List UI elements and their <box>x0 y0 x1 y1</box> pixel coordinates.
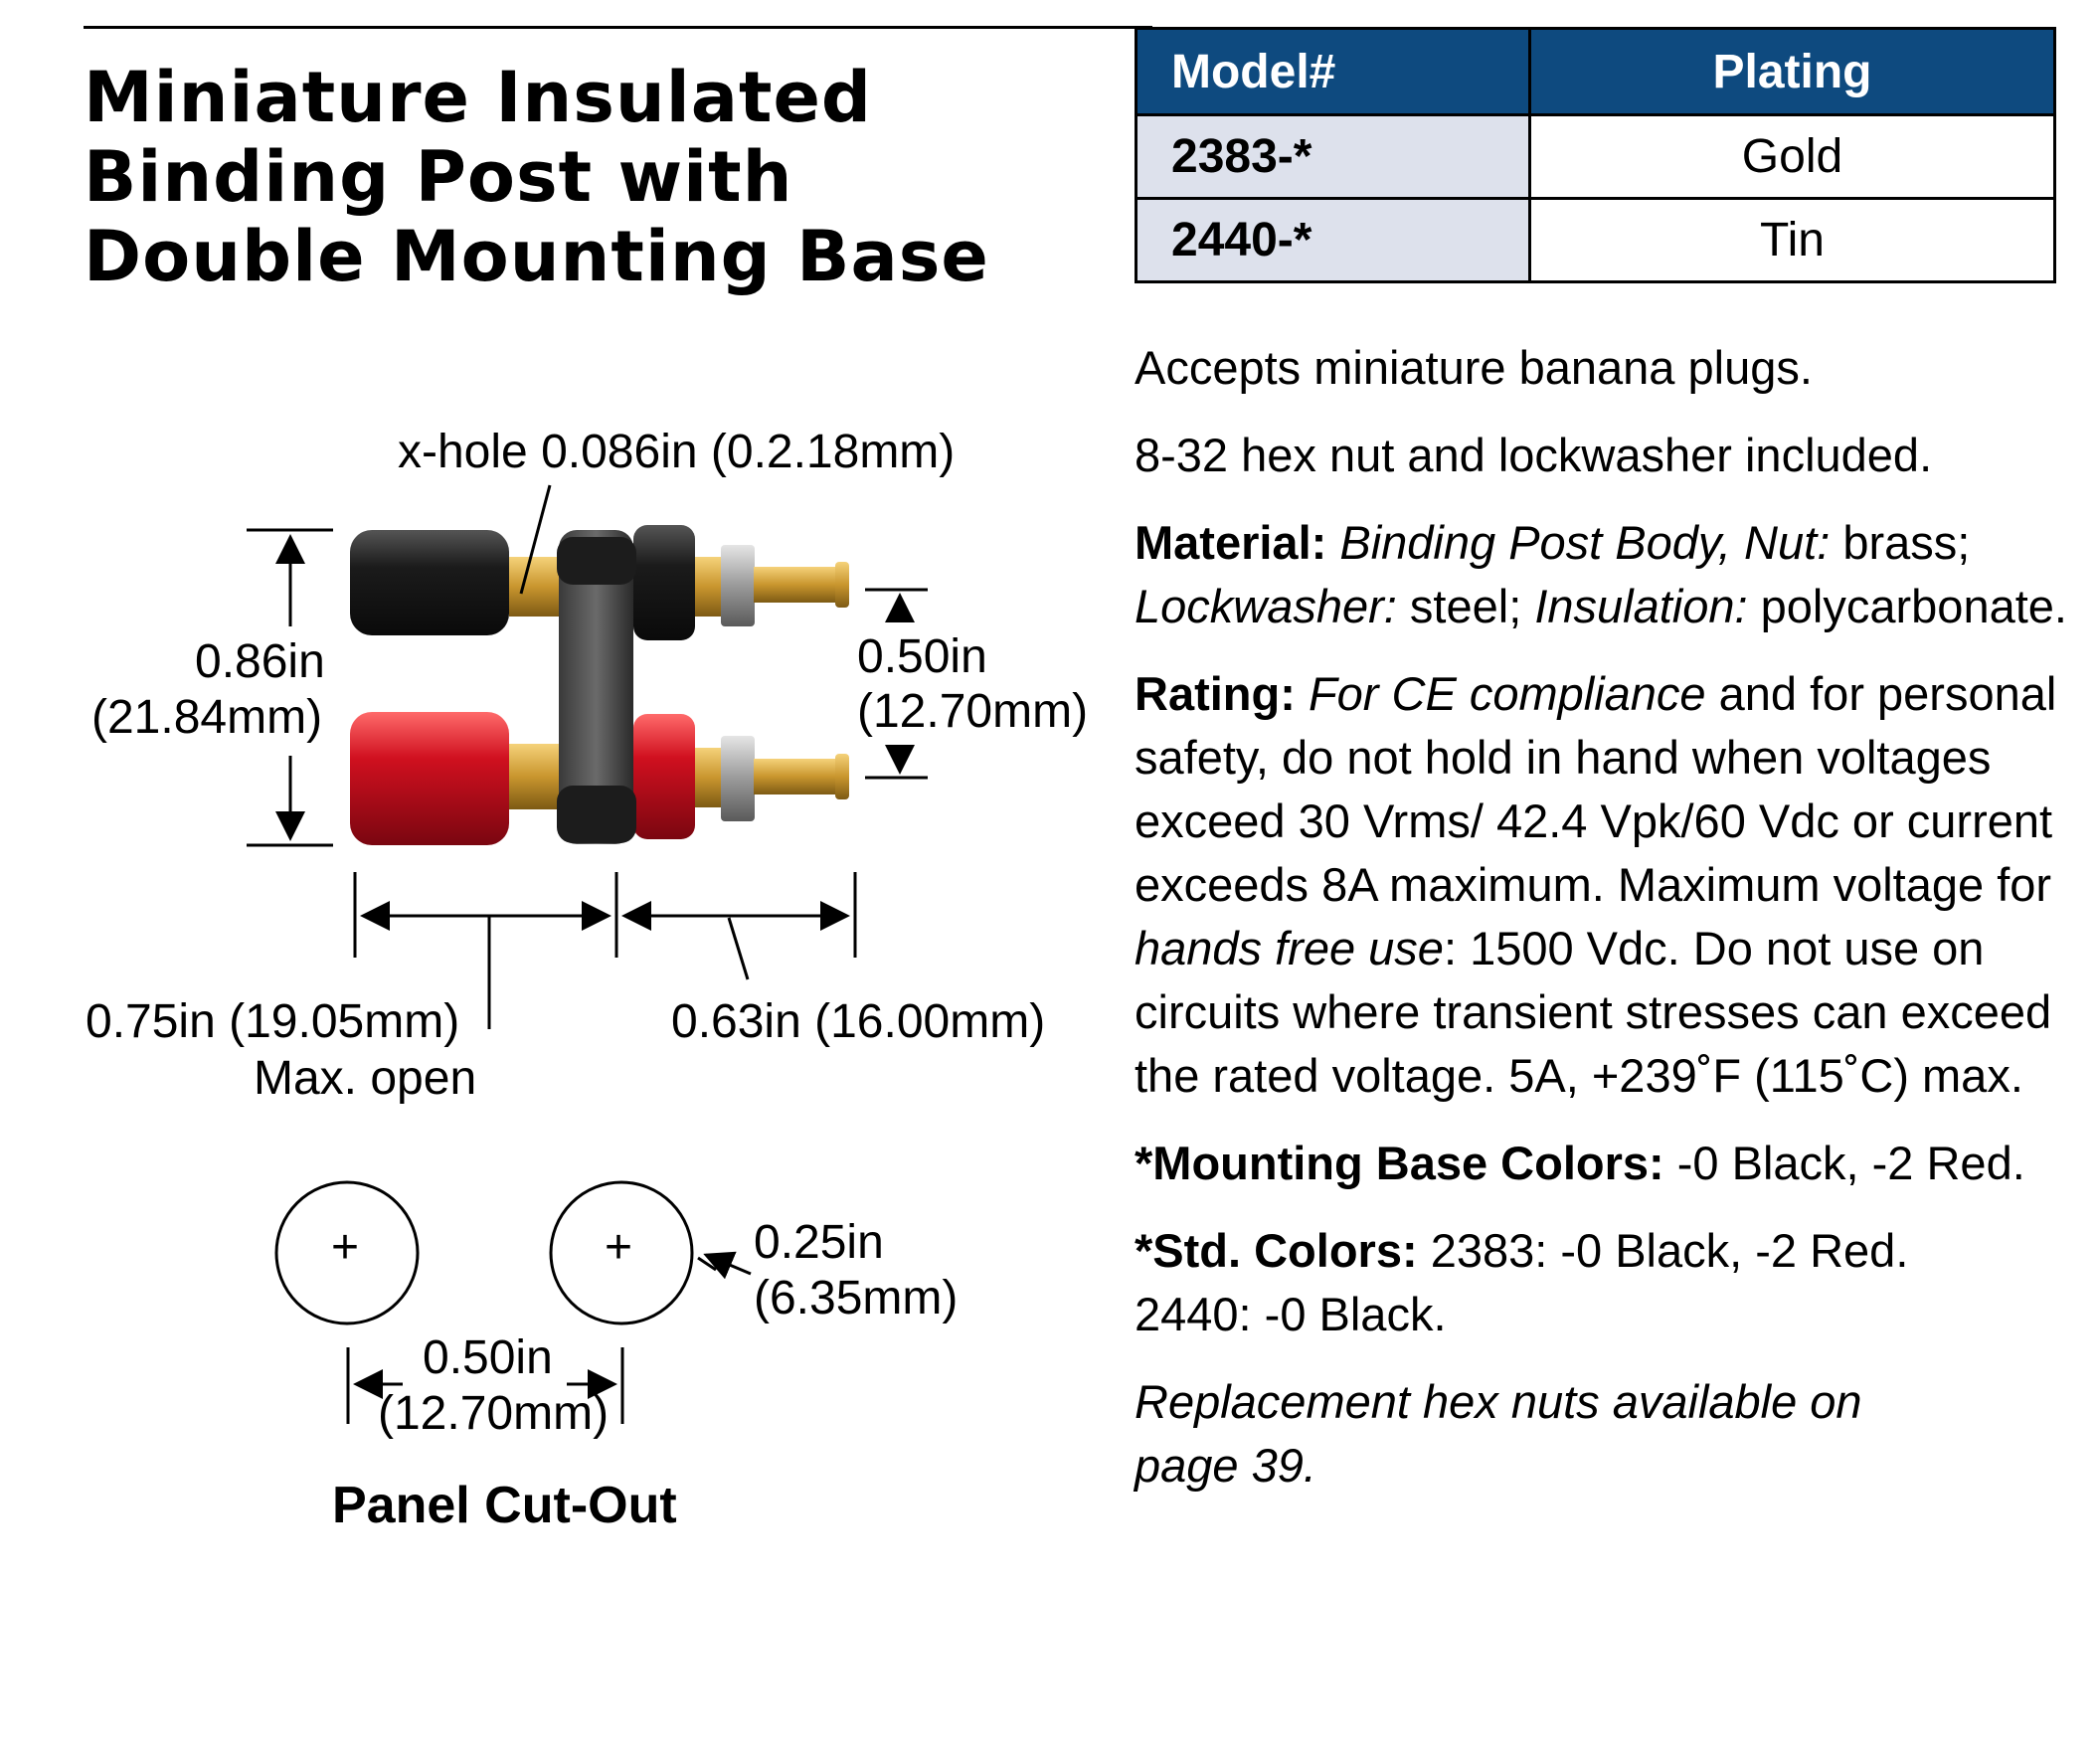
desc-banana: Accepts miniature banana plugs. <box>1135 341 1813 394</box>
material-lockwasher: Lockwasher: <box>1135 580 1397 632</box>
xhole-label: x-hole 0.086in (0.2.18mm) <box>398 426 956 478</box>
cutout-plus-right: + <box>605 1221 633 1274</box>
mounting-label: *Mounting Base Colors: <box>1135 1137 1664 1189</box>
spacing-in-label: 0.50in <box>857 630 987 683</box>
max-open-label: Max. open <box>254 1052 477 1105</box>
hole-mm-label: (6.35mm) <box>754 1272 959 1324</box>
rating-ce: For CE compliance <box>1308 667 1706 720</box>
model-cell: 2383-* <box>1136 115 1530 199</box>
rating-label: Rating: <box>1135 667 1296 720</box>
title-line-3: Double Mounting Base <box>84 216 989 297</box>
material-steel: steel; <box>1409 580 1522 632</box>
desc-replacement: Replacement hex nuts available on page 39. <box>1135 1375 1862 1492</box>
cut-mm-label: (12.70mm) <box>378 1387 610 1440</box>
rating-text-2: : 1500 Vdc. Do not use on circuits where transient stresses can exceed the rated voltage. 5A, +239˚F (115˚C) max. <box>1135 922 2052 1102</box>
panel-cutout-title: Panel Cut-Out <box>332 1477 677 1534</box>
cut-in-label: 0.50in <box>423 1331 553 1384</box>
plating-cell: Tin <box>1530 199 2055 282</box>
desc-hex-nut: 8-32 hex nut and lockwasher included. <box>1135 429 1933 481</box>
std-label: *Std. Colors: <box>1135 1224 1418 1277</box>
length-dimension-label: 0.63in (16.00mm) <box>671 995 1046 1048</box>
height-mm-label: (21.84mm) <box>91 691 323 744</box>
mounting-text: -0 Black, -2 Red. <box>1676 1137 2025 1189</box>
header-plating: Plating <box>1530 29 2055 115</box>
plating-cell: Gold <box>1530 115 2055 199</box>
open-dimension-label: 0.75in (19.05mm) <box>86 995 460 1048</box>
std-text-2: 2440: -0 Black. <box>1135 1288 1447 1340</box>
material-body-nut: Binding Post Body, Nut: <box>1339 516 1831 569</box>
hole-in-label: 0.25in <box>754 1216 884 1269</box>
material-label: Material: <box>1135 516 1327 569</box>
std-text-1: 2383: -0 Black, -2 Red. <box>1430 1224 1909 1277</box>
title-line-1: Miniature Insulated <box>84 57 873 138</box>
rating-text-1: and for personal safety, do not hold in hand when voltages exceed 30 Vrms/ 42.4 Vpk/60 Vdc or current exceeds 8A maximum. Maximum voltage for <box>1135 667 2057 911</box>
material-insulation: Insulation: <box>1534 580 1748 632</box>
header-model: Model# <box>1136 29 1530 115</box>
spacing-mm-label: (12.70mm) <box>857 685 1089 738</box>
rating-hands-free: hands free use <box>1135 922 1444 974</box>
material-polycarbonate: polycarbonate. <box>1760 580 2067 632</box>
material-brass: brass; <box>1842 516 1971 569</box>
cutout-plus-left: + <box>331 1221 360 1274</box>
model-cell: 2440-* <box>1136 199 1530 282</box>
title-line-2: Binding Post with <box>84 136 793 218</box>
height-in-label: 0.86in <box>195 635 325 688</box>
